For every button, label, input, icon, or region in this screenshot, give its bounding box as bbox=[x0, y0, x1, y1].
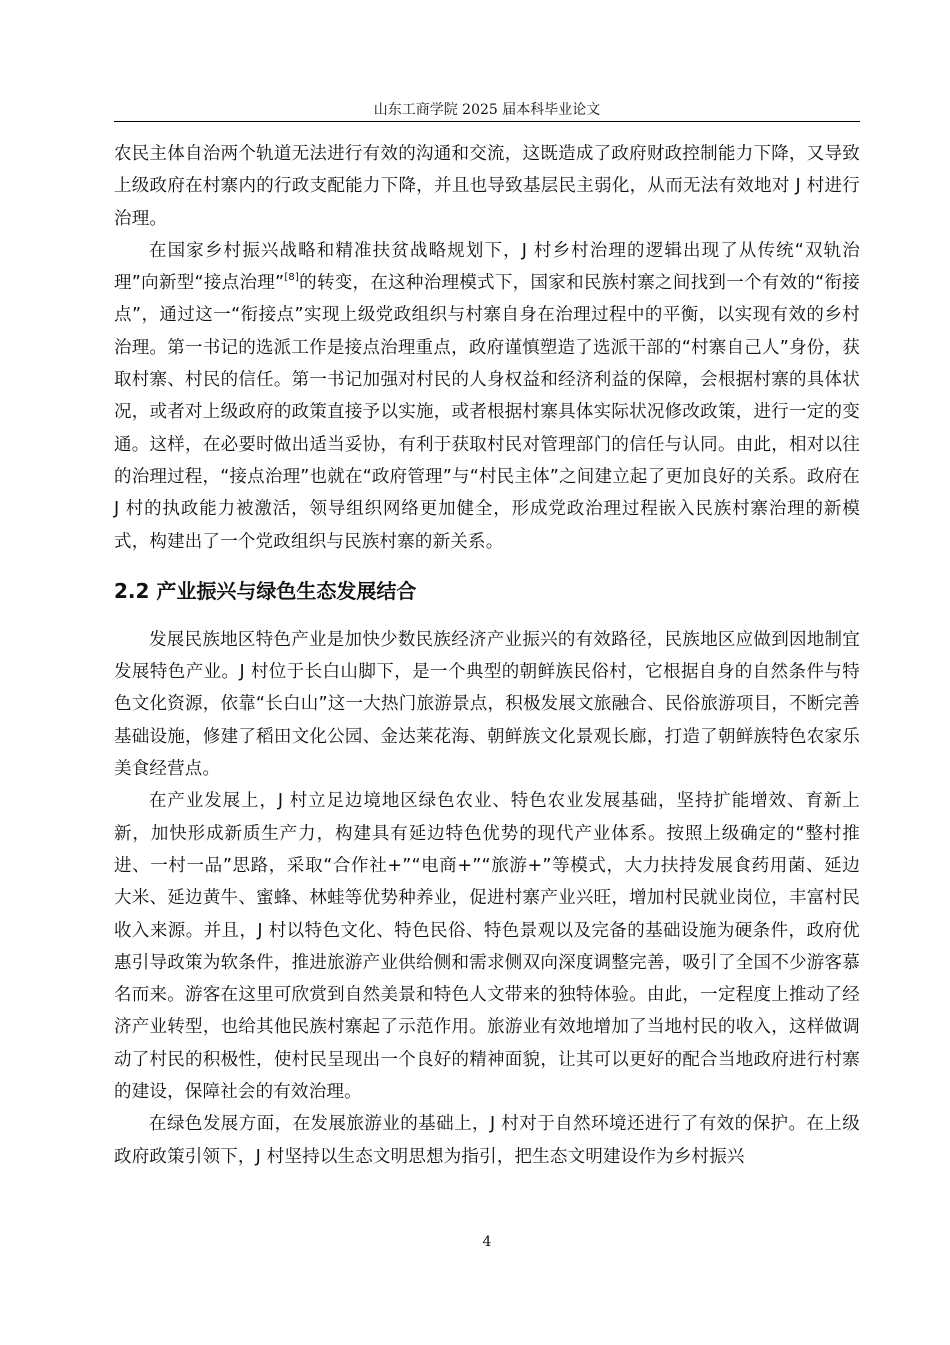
paragraph-governance bbox=[114, 235, 860, 558]
paragraph-green-development: 在绿色发展方面，在发展旅游业的基础上，J 村对于自然环境还进行了有效的保护。在上级政府政策引领下，J 村坚持以生态文明思想为指引，把生态文明建设作为乡村振兴 bbox=[114, 1114, 860, 1167]
paragraph-governance-text-a: 在国家乡村振兴战略和精准扶贫战略规划下，J 村乡村治理的逻辑出现了从传统“双轨治理”向新型“接点治理” bbox=[114, 240, 860, 294]
citation-reference: [8] bbox=[284, 272, 300, 284]
page-number: 4 bbox=[482, 1234, 492, 1250]
section-heading: 2.2 产业振兴与绿色生态发展结合 bbox=[114, 578, 417, 603]
paragraph-industry-development: 在产业发展上，J 村立足边境地区绿色农业、特色农业发展基础，坚持扩能增效、育新上新，加快形成新质生产力，构建具有延边特色优势的现代产业体系。按照上级确定的“整村推进、一村一品”思路，采取“合作社+”“电商+”“旅游+”等模式，大力扶持发展食药用菌、延边大米、延边黄牛、蜜蜂、林蛙等优势种养业，促进村寨产业兴旺，增加村民就业岗位，丰富村民收入来源。并且，J 村以特色文化、特色民俗、特色景观以及完备的基础设施为硬条件，政府优惠引导政策为软条件，推进旅游产业供给侧和需求侧双向深度调整完善，吸引了全国不少游客慕名而来。游客在这里可欣赏到自然美景和特色人文带来的独特体验。由此，一定程度上推动了经济产业转型，也给其他民族村寨起了示范作用。旅游业有效地增加了当地村民的收入，这样做调动了村民的积极性，使村民呈现出一个良好的精神面貌，让其可以更好的配合当地政府进行村寨的建设，保障社会的有效治理。 bbox=[114, 791, 860, 1103]
page-body bbox=[114, 138, 860, 1173]
page-header: 山东工商学院 2025 届本科毕业论文 bbox=[373, 102, 601, 118]
header-divider bbox=[114, 121, 860, 122]
paragraph-industry-intro: 发展民族地区特色产业是加快少数民族经济产业振兴的有效路径，民族地区应做到因地制宜发展特色产业。J 村位于长白山脚下，是一个典型的朝鲜族民俗村，它根据自身的自然条件与特色文化资源，依靠“长白山”这一大热门旅游景点，积极发展文旅融合、民俗旅游项目，不断完善基础设施，修建了稻田文化公园、金达莱花海、朝鲜族文化景观长廊，打造了朝鲜族特色农家乐美食经营点。 bbox=[114, 629, 860, 780]
paragraph-governance-text-b: 的转变，在这种治理模式下，国家和民族村寨之间找到一个有效的“衔接点”，通过这一“衔接点”实现上级党政组织与村寨自身在治理过程中的平衡，以实现有效的乡村治理。第一书记的选派工作是接点治理重点，政府谨慎塑造了选派干部的“村寨自己人”身份，获取村寨、村民的信任。第一书记加强对村民的人身权益和经济利益的保障，会根据村寨的具体状况，或者对上级政府的政策直接予以实施，或者根据村寨具体实际状况修改政策，进行一定的变通。这样，在必要时做出适当妥协，有利于获取村民对管理部门的信任与认同。由此，相对以往的治理过程，“接点治理”也就在“政府管理”与“村民主体”之间建立起了更加良好的关系。政府在 J 村的执政能力被激活，领导组织网络更加健全，形成党政治理过程嵌入民族村寨治理的新模式，构建出了一个党政组织与民族村寨的新关系。 bbox=[114, 273, 860, 552]
paragraph-continuation: 农民主体自治两个轨道无法进行有效的沟通和交流，这既造成了政府财政控制能力下降，又导致上级政府在村寨内的行政支配能力下降，并且也导致基层民主弱化，从而无法有效地对 J 村进行治理。 bbox=[114, 144, 860, 229]
